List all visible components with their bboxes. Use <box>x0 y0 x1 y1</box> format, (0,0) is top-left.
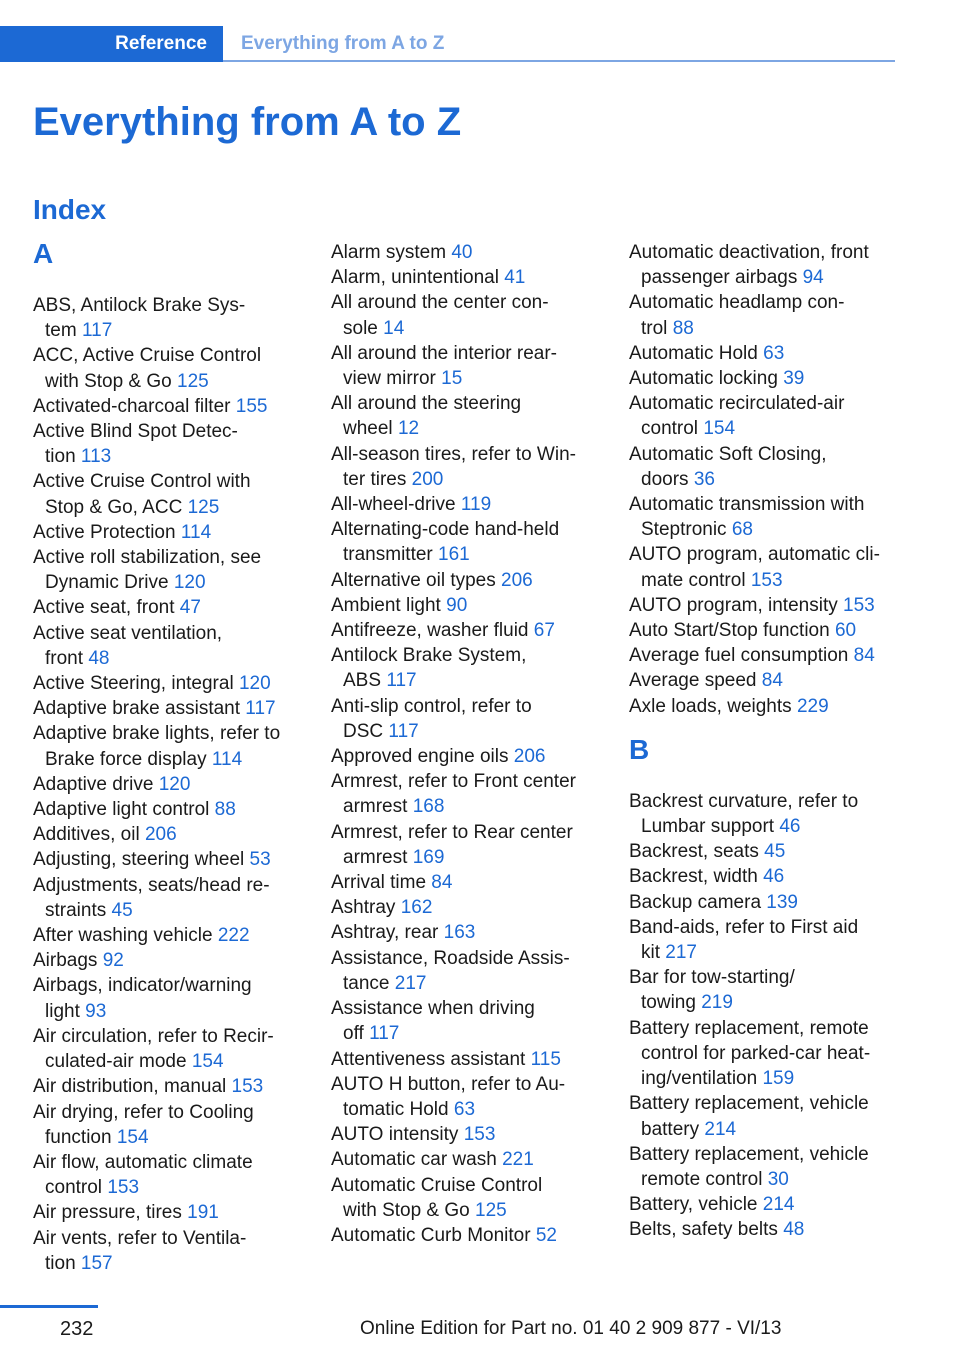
index-entry-text: off <box>343 1023 364 1045</box>
index-entry-text: Armrest, refer to Rear center <box>331 821 573 843</box>
index-entry <box>33 696 298 721</box>
index-entry <box>331 1223 596 1248</box>
index-entry-text: DSC <box>343 720 384 742</box>
index-page-link[interactable]: 90 <box>446 594 468 616</box>
index-page-link[interactable]: 153 <box>843 594 875 616</box>
index-entry-text: Average fuel consumption <box>629 645 849 667</box>
index-page-link[interactable]: 120 <box>238 673 271 695</box>
index-entry-text: Automatic Hold <box>629 342 758 364</box>
index-entry <box>33 873 298 923</box>
index-entry-text: Automatic deactivation, front <box>629 242 869 263</box>
index-entry-text: kit <box>641 942 660 964</box>
index-entry-text: ing/ventilation <box>641 1068 758 1090</box>
index-page-link[interactable]: 214 <box>762 1194 795 1216</box>
index-page-link[interactable]: 125 <box>187 496 220 518</box>
index-entry-text: Backup camera <box>629 891 762 913</box>
index-page-link[interactable]: 53 <box>249 849 271 871</box>
index-entry-text: front <box>45 647 84 669</box>
index-page-link[interactable]: 120 <box>158 773 191 795</box>
index-entry <box>331 744 596 769</box>
index-page-link[interactable]: 214 <box>704 1118 737 1140</box>
index-entry-text: Alternating-code hand-held <box>331 519 560 541</box>
index-entry <box>33 1074 298 1099</box>
index-entry <box>33 520 298 545</box>
index-entry-text: Assistance when driving <box>331 998 535 1020</box>
index-entry <box>331 442 596 492</box>
page-number: 232 <box>60 1318 94 1340</box>
index-page-link[interactable]: 36 <box>693 468 715 490</box>
index-page-link[interactable]: 48 <box>783 1219 805 1241</box>
index-entry-text: All around the steering <box>331 393 522 415</box>
index-entry-text: sole <box>343 317 378 339</box>
index-heading: Index <box>33 194 107 225</box>
index-page-link[interactable]: 169 <box>412 846 445 868</box>
index-entry-text: All-season tires, refer to Win- <box>331 443 576 465</box>
header-section-tab[interactable] <box>0 26 223 62</box>
index-entry-text: Arrival time <box>331 872 427 894</box>
index-entry <box>629 593 897 618</box>
index-entry-text: Automatic Cruise Control <box>331 1174 543 1196</box>
index-page-link[interactable]: 46 <box>779 816 801 838</box>
index-page-link[interactable]: 63 <box>453 1098 476 1120</box>
index-page-link[interactable]: 206 <box>144 824 177 846</box>
index-entry <box>33 293 298 343</box>
header-chapter-title: Everything from A to Z <box>241 33 445 54</box>
index-entry-text: function <box>45 1126 112 1148</box>
index-entry <box>629 542 897 592</box>
index-entry <box>33 343 298 393</box>
index-entry <box>33 822 298 847</box>
index-entry-text: Brake force display <box>45 748 207 770</box>
index-page-link[interactable]: 94 <box>802 267 824 289</box>
index-page-link[interactable]: 45 <box>764 841 786 863</box>
index-entry-text: Steptronic <box>641 519 727 541</box>
index-page-link[interactable]: 39 <box>783 368 805 390</box>
index-entry <box>331 643 596 693</box>
index-entry <box>331 769 596 819</box>
index-entry-text: Air flow, automatic climate <box>33 1151 253 1173</box>
index-entry-text: Active Steering, integral <box>33 673 234 695</box>
index-entry-text: Alarm, unintentional <box>331 267 499 289</box>
index-page-link[interactable]: 40 <box>451 242 473 263</box>
header-section-label: Reference <box>115 33 207 54</box>
index-page-link[interactable]: 162 <box>400 897 433 919</box>
index-entry-text: Adaptive brake assistant <box>33 698 241 720</box>
header-rule <box>223 60 895 62</box>
index-entry-text: remote control <box>641 1168 763 1190</box>
index-entry <box>629 694 897 719</box>
index-entry-text: ABS, Antilock Brake Sys- <box>33 295 246 316</box>
index-entry <box>629 915 897 965</box>
index-page-link[interactable]: 217 <box>665 942 697 964</box>
index-page-link[interactable]: 154 <box>116 1126 149 1148</box>
index-entry-text: control for parked-car heat- <box>641 1042 871 1064</box>
index-entry-text: Additives, oil <box>33 824 140 846</box>
index-page-link[interactable]: 68 <box>731 519 753 541</box>
index-page-link[interactable]: 48 <box>88 647 110 669</box>
index-entry <box>629 442 897 492</box>
index-entry <box>629 643 897 668</box>
index-entry <box>629 391 897 441</box>
index-column-3 <box>629 240 897 1243</box>
footer-rule <box>0 1305 98 1308</box>
index-entry <box>33 621 298 671</box>
index-entry-text: Antifreeze, washer fluid <box>331 620 529 642</box>
index-entry <box>33 721 298 771</box>
index-entry <box>629 618 897 643</box>
index-page-link[interactable]: 84 <box>853 645 875 667</box>
index-entry <box>33 973 298 1023</box>
index-entry <box>331 895 596 920</box>
index-entry-text: Activated-charcoal filter <box>33 395 231 417</box>
index-entry-text: Belts, safety belts <box>629 1219 778 1241</box>
index-entry-text: Air distribution, manual <box>33 1076 227 1098</box>
index-page-link[interactable]: 217 <box>394 972 427 994</box>
index-entry <box>331 996 596 1046</box>
index-page-link[interactable]: 84 <box>761 670 783 692</box>
index-entry <box>33 1226 298 1276</box>
index-entry-text: tion <box>45 446 76 468</box>
index-entry <box>331 593 596 618</box>
index-page-link[interactable]: 163 <box>443 922 476 944</box>
index-entry-text: AUTO program, intensity <box>629 594 838 616</box>
index-page-link[interactable]: 153 <box>107 1177 140 1199</box>
edition-note: Online Edition for Part no. 01 40 2 909 877 - VI/13 <box>360 1318 782 1339</box>
index-page-link[interactable]: 88 <box>214 799 236 821</box>
index-page-link[interactable]: 206 <box>513 746 546 768</box>
index-entry-text: Automatic Soft Closing, <box>629 443 827 465</box>
index-entry-text: Active roll stabilization, see <box>33 547 262 569</box>
index-entry <box>331 870 596 895</box>
index-entry <box>629 839 897 864</box>
index-page-link[interactable]: 45 <box>111 899 133 921</box>
index-entry-text: Air pressure, tires <box>33 1202 182 1224</box>
index-page-link[interactable]: 229 <box>796 695 829 717</box>
index-entry <box>33 772 298 797</box>
index-entry-text: Airbags, indicator/warning <box>33 975 252 997</box>
index-entry-text: passenger airbags <box>641 267 798 289</box>
index-entry-text: Air vents, refer to Ventila- <box>33 1227 247 1249</box>
index-entry-text: Battery replacement, remote <box>629 1017 869 1039</box>
index-page-link[interactable]: 47 <box>179 597 201 619</box>
index-entry <box>33 545 298 595</box>
index-entry <box>331 492 596 517</box>
index-page-link[interactable]: 117 <box>81 320 113 342</box>
index-entry-text: Air circulation, refer to Recir- <box>33 1025 274 1047</box>
index-entry-text: Airbags <box>33 950 98 972</box>
index-entry <box>331 618 596 643</box>
index-entry-text: transmitter <box>343 544 433 566</box>
index-entry <box>33 419 298 469</box>
index-entry-text: Ashtray, rear <box>331 922 439 944</box>
index-entry <box>331 290 596 340</box>
index-page-link[interactable]: 46 <box>763 866 785 888</box>
index-entry-text: AUTO intensity <box>331 1124 459 1146</box>
index-entry <box>331 240 596 265</box>
index-entry-text: Axle loads, weights <box>629 695 792 717</box>
index-page-link[interactable]: 114 <box>180 521 212 543</box>
index-entry-text: Adaptive light control <box>33 799 210 821</box>
index-entry-text: Active seat ventilation, <box>33 622 223 644</box>
index-entry-text: Auto Start/Stop function <box>629 620 830 642</box>
index-entry-text: Automatic car wash <box>331 1149 497 1171</box>
page-title: Everything from A to Z <box>33 100 462 144</box>
index-entry-text: Automatic Curb Monitor <box>331 1224 531 1246</box>
index-letter-a: A <box>33 238 54 269</box>
index-entry-text: Adaptive drive <box>33 773 154 795</box>
index-entry-text: Armrest, refer to Front center <box>331 771 576 793</box>
index-entry-text: Adjustments, seats/head re- <box>33 874 270 896</box>
index-page-link[interactable]: 139 <box>766 891 798 913</box>
index-entry-text: Band-aids, refer to First aid <box>629 916 859 938</box>
index-entry-text: towing <box>641 992 696 1014</box>
index-entry-text: Bar for tow-starting/ <box>629 967 795 989</box>
index-entry-text: Attentiveness assistant <box>331 1048 526 1070</box>
index-page-link[interactable]: 92 <box>102 950 124 972</box>
index-entry <box>629 492 897 542</box>
index-entry <box>629 290 897 340</box>
index-entry-text: Automatic headlamp con- <box>629 292 845 314</box>
index-entry-text: Assistance, Roadside Assis- <box>331 947 570 969</box>
index-page-link[interactable]: 15 <box>441 368 463 390</box>
index-entry-text: tomatic Hold <box>343 1098 449 1120</box>
index-entry-text: with Stop & Go <box>343 1199 470 1221</box>
index-entry <box>33 469 298 519</box>
index-page-link[interactable]: 114 <box>211 748 243 770</box>
index-entry-text: Backrest curvature, refer to <box>629 790 859 812</box>
index-entry-text: Alarm system <box>331 242 447 263</box>
index-page-link[interactable]: 113 <box>80 446 112 468</box>
index-entry-text: Antilock Brake System, <box>331 645 527 667</box>
index-entry-text: tem <box>45 320 77 342</box>
index-page-link[interactable]: 119 <box>460 494 492 516</box>
index-page-link[interactable]: 153 <box>750 569 783 591</box>
index-entry <box>33 1100 298 1150</box>
index-entry <box>33 671 298 696</box>
index-entry <box>629 890 897 915</box>
index-entry-text: doors <box>641 468 689 490</box>
index-entry-text: Adjusting, steering wheel <box>33 849 245 871</box>
index-page-link[interactable]: 168 <box>412 796 445 818</box>
index-entry-text: Ambient light <box>331 594 441 616</box>
index-entry <box>629 341 897 366</box>
index-entry <box>33 847 298 872</box>
index-entry <box>33 923 298 948</box>
index-page-link[interactable]: 84 <box>431 872 453 894</box>
index-page-link[interactable]: 219 <box>701 992 733 1014</box>
index-entry <box>629 1192 897 1217</box>
index-entry-text: trol <box>641 317 668 339</box>
index-entry-text: armrest <box>343 846 408 868</box>
index-entry-text: Ashtray <box>331 897 396 919</box>
index-entry-text: After washing vehicle <box>33 925 213 947</box>
index-page-link[interactable]: 12 <box>397 418 420 440</box>
index-entry-text: Battery, vehicle <box>629 1194 758 1216</box>
index-entry-text: Adaptive brake lights, refer to <box>33 723 281 745</box>
running-header <box>0 26 895 62</box>
index-entry <box>629 965 897 1015</box>
index-entry-text: battery <box>641 1118 700 1140</box>
index-page-link[interactable]: 67 <box>533 620 555 642</box>
index-entry <box>331 820 596 870</box>
index-entry-text: Active seat, front <box>33 597 175 619</box>
index-column-1 <box>33 240 298 1276</box>
index-entry-text: Backrest, width <box>629 866 758 888</box>
index-entry <box>33 948 298 973</box>
index-entry-text: Lumbar support <box>641 816 775 838</box>
index-entry-text: AUTO H button, refer to Au- <box>331 1073 566 1095</box>
index-entry-text: control <box>45 1177 103 1199</box>
index-page-link[interactable]: 41 <box>504 267 526 289</box>
index-entry <box>629 366 897 391</box>
index-entry <box>331 1173 596 1223</box>
index-page-link[interactable]: 221 <box>502 1149 534 1171</box>
index-entry-text: control <box>641 418 699 440</box>
index-entry-text: mate control <box>641 569 746 591</box>
index-entry-text: wheel <box>343 418 393 440</box>
index-page-link[interactable]: 88 <box>672 317 694 339</box>
index-entry-text: All around the interior rear- <box>331 342 557 364</box>
index-page-link[interactable]: 222 <box>217 925 250 947</box>
index-entry-text: Active Protection <box>33 521 176 543</box>
index-entry-text: AUTO program, automatic cli- <box>629 544 880 566</box>
index-entry <box>331 1072 596 1122</box>
index-page-link[interactable]: 159 <box>762 1068 795 1090</box>
index-page-link[interactable]: 154 <box>191 1051 224 1073</box>
index-entry-text: Battery replacement, vehicle <box>629 1143 869 1165</box>
index-entry-text: Air drying, refer to Cooling <box>33 1101 254 1123</box>
index-entry-text: All around the center con- <box>331 292 549 314</box>
index-entry <box>629 1091 897 1141</box>
index-entry-text: Anti-slip control, refer to <box>331 695 532 717</box>
index-entry-text: straints <box>45 899 107 921</box>
index-page-link[interactable]: 191 <box>187 1202 219 1224</box>
index-entry-text: Automatic transmission with <box>629 494 865 516</box>
index-entry <box>629 1016 897 1092</box>
index-entry <box>331 694 596 744</box>
index-entry <box>629 1217 897 1242</box>
index-entry <box>331 391 596 441</box>
index-page-link[interactable]: 200 <box>411 468 444 490</box>
index-column-2 <box>331 240 596 1248</box>
index-page-link[interactable]: 117 <box>386 670 417 692</box>
index-entry-text: Dynamic Drive <box>45 572 169 594</box>
index-entry-text: Automatic recirculated-air <box>629 393 845 415</box>
index-entry-text: with Stop & Go <box>45 370 172 392</box>
index-entry <box>33 595 298 620</box>
index-entry <box>33 394 298 419</box>
index-entry-text: culated-air mode <box>45 1051 187 1073</box>
index-page-link[interactable]: 125 <box>475 1199 507 1221</box>
index-entry <box>629 789 897 839</box>
index-entry-text: tion <box>45 1252 76 1274</box>
index-entry-text: Active Cruise Control with <box>33 471 251 493</box>
index-entry <box>331 517 596 567</box>
index-page-link[interactable]: 117 <box>369 1023 400 1045</box>
index-entry <box>331 341 596 391</box>
index-entry-text: ACC, Active Cruise Control <box>33 345 262 367</box>
index-entry-text: Battery replacement, vehicle <box>629 1093 869 1115</box>
index-page-link[interactable]: 157 <box>80 1252 113 1274</box>
index-entry-text: view mirror <box>343 368 436 390</box>
index-page-link[interactable]: 52 <box>535 1224 557 1246</box>
index-entry-text: armrest <box>343 796 408 818</box>
index-entry-text: ABS <box>343 670 382 692</box>
index-page-link[interactable]: 14 <box>383 317 405 339</box>
index-entry-text: Alternative oil types <box>331 569 496 591</box>
index-page-link[interactable]: 117 <box>388 720 419 742</box>
index-letter-b: B <box>629 733 650 765</box>
index-page-link[interactable]: 120 <box>173 572 206 594</box>
index-page-link[interactable]: 153 <box>463 1124 496 1146</box>
index-page-link[interactable]: 60 <box>834 620 857 642</box>
index-entry-text: Backrest, seats <box>629 841 759 863</box>
index-page-link[interactable]: 63 <box>763 342 785 364</box>
index-entry <box>331 1047 596 1072</box>
index-entry-text: ter tires <box>343 468 407 490</box>
index-page-link[interactable]: 115 <box>530 1048 561 1070</box>
index-page-link[interactable]: 93 <box>85 1000 107 1022</box>
index-entry-text: Approved engine oils <box>331 746 509 768</box>
index-entry <box>331 920 596 945</box>
index-entry-text: tance <box>343 972 390 994</box>
index-page-link[interactable]: 153 <box>231 1076 264 1098</box>
index-entry-text: light <box>45 1000 80 1022</box>
index-entry-text: Active Blind Spot Detec- <box>33 421 238 443</box>
index-entry <box>331 265 596 290</box>
index-page-link[interactable]: 154 <box>703 418 736 440</box>
index-entry <box>331 946 596 996</box>
index-entry-text: Automatic locking <box>629 368 778 390</box>
index-page-link[interactable]: 161 <box>438 544 470 566</box>
index-entry <box>331 568 596 593</box>
index-page-link[interactable]: 30 <box>767 1168 789 1190</box>
index-page-link[interactable]: 206 <box>501 569 533 591</box>
index-entry <box>629 864 897 889</box>
index-entry <box>629 240 897 290</box>
index-page-link[interactable]: 117 <box>245 698 276 720</box>
index-entry-text: Average speed <box>629 670 757 692</box>
index-page-link[interactable]: 125 <box>177 370 209 392</box>
index-entry <box>33 1024 298 1074</box>
index-entry-text: All-wheel-drive <box>331 494 456 516</box>
index-entry <box>331 1122 596 1147</box>
index-entry <box>629 668 897 693</box>
index-page-link[interactable]: 155 <box>235 395 268 417</box>
index-entry-text: Stop & Go, ACC <box>45 496 183 518</box>
index-entry <box>33 1200 298 1225</box>
index-entry <box>331 1147 596 1172</box>
index-entry <box>33 1150 298 1200</box>
index-entry <box>33 797 298 822</box>
index-entry <box>629 1142 897 1192</box>
